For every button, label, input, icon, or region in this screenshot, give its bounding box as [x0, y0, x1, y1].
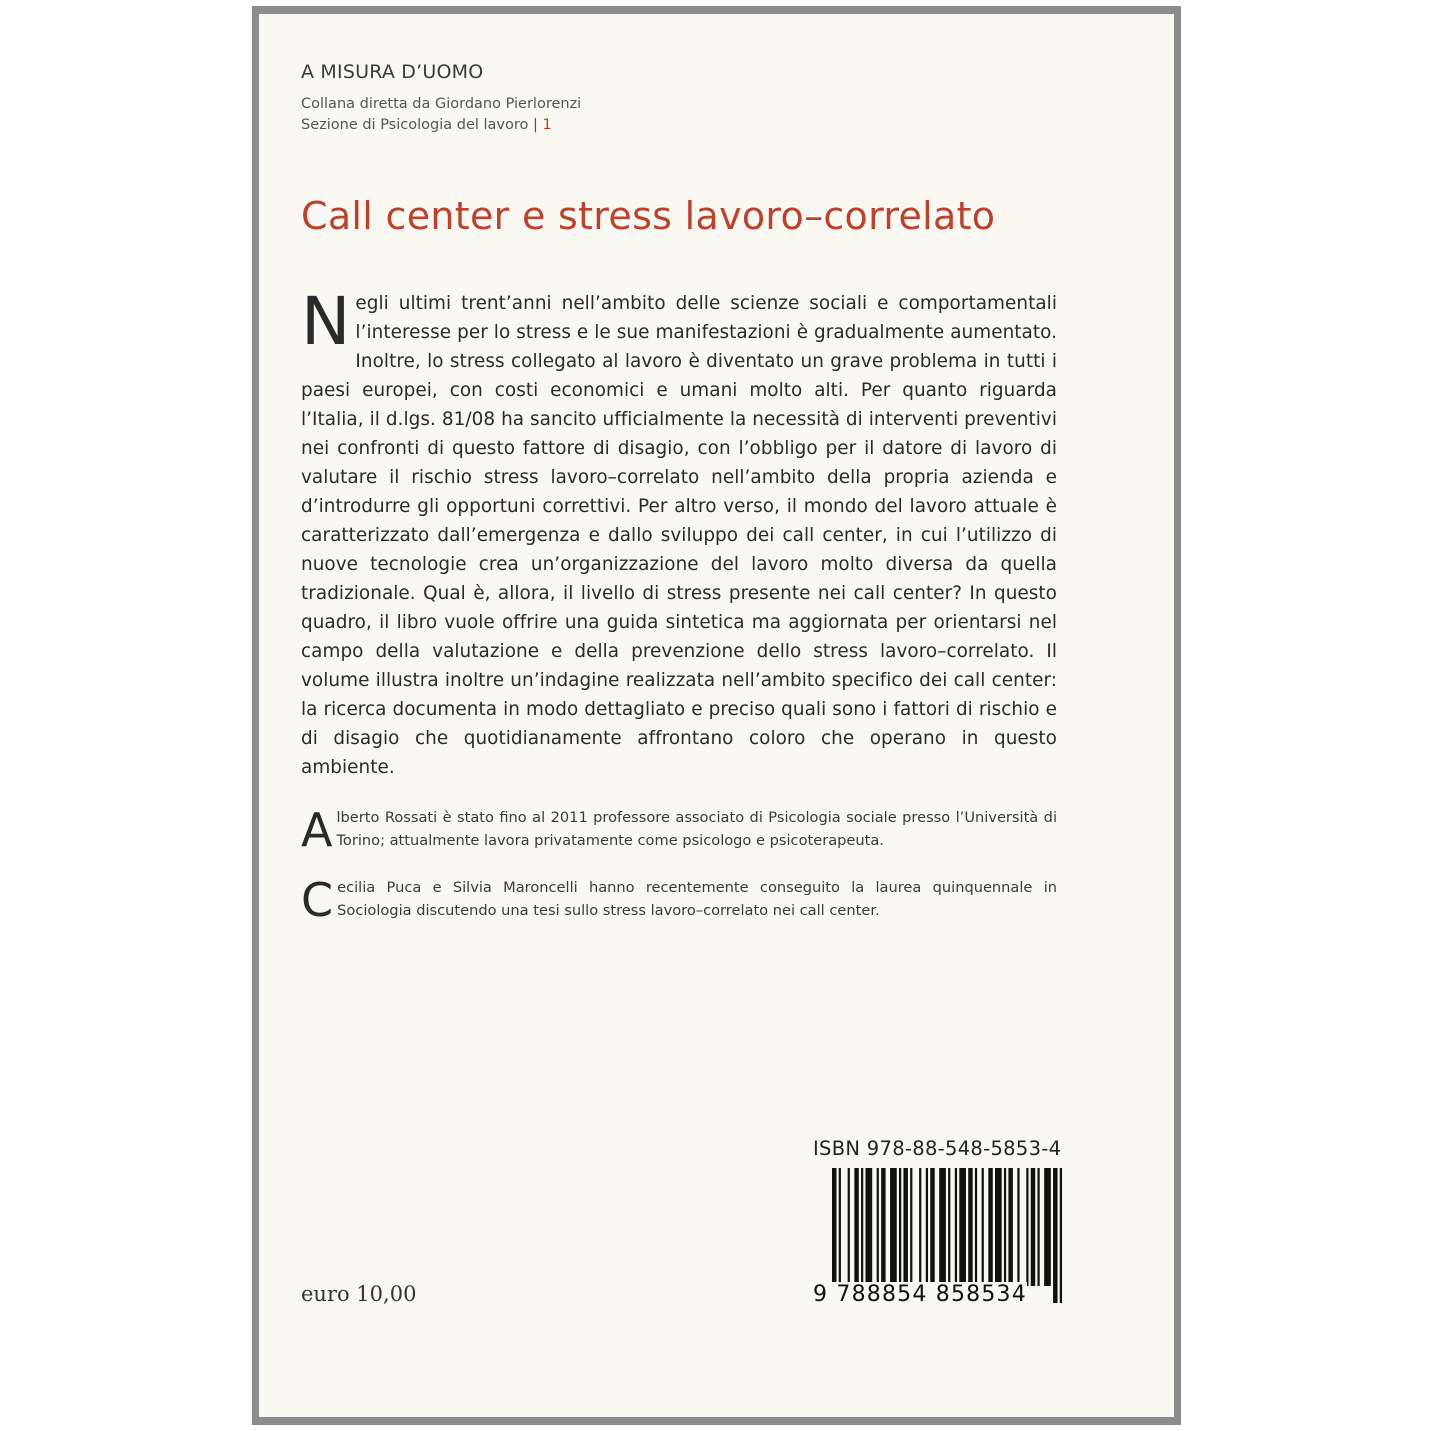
author-bio-puca-maroncelli: [301, 873, 1057, 927]
bio-dropcap: A: [301, 803, 333, 857]
barcode-bar: [919, 1168, 921, 1286]
series-editor: Collana diretta da Giordano Pierlorenzi: [301, 96, 582, 112]
barcode-bar: [881, 1168, 885, 1286]
bio-text: ecilia Puca e Silvia Maroncelli hanno recentemente conseguito la laurea quinquennale in Sociologia discutendo una tesi sullo stress lavoro–correlato nei call center.: [337, 879, 1057, 919]
series-section-label: Sezione di Psicologia del lavoro |: [301, 117, 538, 133]
barcode-bar: [1026, 1168, 1028, 1286]
barcode-bar: [866, 1168, 873, 1286]
series-section-number: 1: [542, 117, 552, 133]
barcode-bar: [1044, 1168, 1051, 1286]
barcode-bar: [988, 1168, 992, 1286]
cover-paper: [259, 14, 1174, 1417]
author-bio-rossati: [301, 803, 1057, 857]
price: euro 10,00: [301, 1282, 417, 1306]
description-text: egli ultimi trent’anni nell’ambito delle scienze sociali e comportamentali l’interesse per lo stress e le sue manifestazioni è gradualmente aumentato. Inoltre, lo stress collegato al lavoro è diventato un grave problema in tutti i paesi europei, con costi economici e umani molto alti. Per quanto riguarda l’Italia, il d.lgs. 81/08 ha sancito ufficialmente la necessità di interventi preventivi nei confronti di questo fattore di disagio, con l’obbligo per il datore di lavoro di valutare il rischio stress lavoro–correlato nell’ambito della propria azienda e d’introdurre gli opportuni correttivi. Per altro verso, il mondo del lavoro attuale è caratterizzato dall’emergenza e dallo sviluppo dei call center, in cui l’utilizzo di nuove tecnologie crea un’organizzazione del lavoro molto diversa da quella tradizionale. Qual è, allora, il livello di stress presente nei call center? In questo quadro, il libro vuole offrire una guida sintetica ma aggiornata per orientarsi nel campo della valutazione e della prevenzione dello stress lavoro–correlato. Il volume illustra inoltre un’indagine realizzata nell’ambito specifico dei call center: la ricerca documenta in modo dettagliato e preciso quali sono i fattori di rischio e di disagio che quotidianamente affrontano coloro che operano in questo ambiente.: [301, 293, 1057, 778]
barcode-bar: [903, 1168, 907, 1286]
barcode-bar: [890, 1168, 897, 1286]
barcode-bar: [1017, 1168, 1019, 1286]
series-section: [301, 117, 552, 133]
book-back-cover: [252, 6, 1181, 1425]
barcode-bar: [877, 1168, 879, 1286]
barcode-bar: [959, 1168, 966, 1286]
barcode-bar: [939, 1168, 946, 1286]
barcode-bar: [975, 1168, 977, 1286]
bio-text: lberto Rossati è stato fino al 2011 professore associato di Psicologia sociale presso l’Università di Torino; attualmente lavora privatamente come psicologo e psicoterapeuta.: [336, 809, 1057, 849]
barcode-bar: [926, 1168, 928, 1286]
barcode-bar: [995, 1168, 1002, 1286]
barcode-bar: [982, 1168, 984, 1286]
barcode-bar: [968, 1168, 972, 1286]
bio-dropcap: C: [301, 873, 334, 927]
barcode-bar: [899, 1168, 901, 1286]
book-title: Call center e stress lavoro–correlato: [301, 194, 996, 238]
description-dropcap: N: [301, 283, 351, 360]
isbn-label: ISBN 978-88-548-5853-4: [813, 1137, 1062, 1160]
barcode-bar: [861, 1168, 863, 1286]
barcode-bar: [930, 1168, 934, 1286]
book-description: [301, 283, 1057, 782]
barcode-bar: [910, 1168, 912, 1286]
series-name: A MISURA D’UOMO: [301, 61, 484, 83]
barcode-bar: [1008, 1168, 1012, 1286]
barcode-digits: 9 788854 858534: [813, 1282, 1027, 1307]
barcode-bar: [1037, 1168, 1039, 1286]
barcode-bar: [854, 1168, 858, 1286]
barcode-bar: [848, 1168, 850, 1286]
barcode-bar: [1004, 1168, 1006, 1286]
barcode-bar: [1031, 1168, 1035, 1286]
